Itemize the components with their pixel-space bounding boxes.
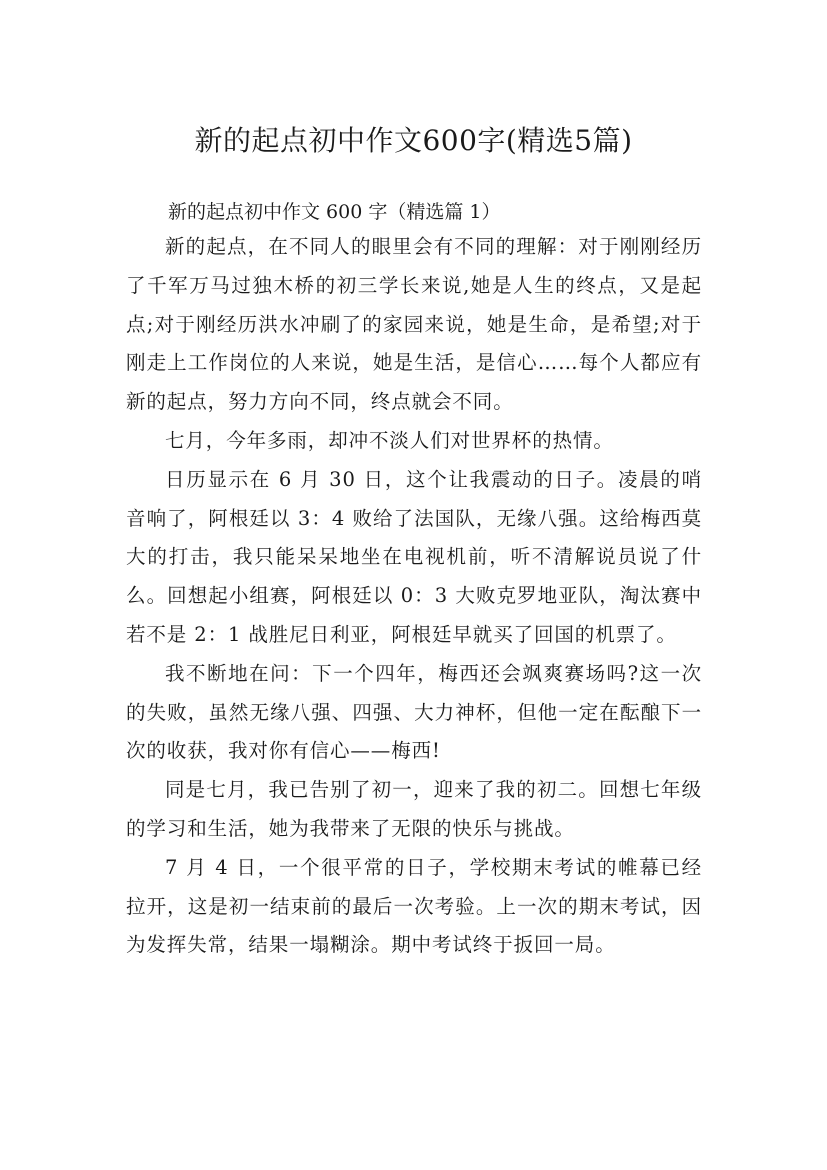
document-title: 新的起点初中作文600字(精选5篇) [194, 123, 633, 157]
paragraph: 7 月 4 日，一个很平常的日子，学校期末考试的帷幕已经拉开，这是初一结束前的最后一次考验。上一次的期末考试，因为发挥失常，结果一塌糊涂。期中考试终于扳回一局。 [126, 855, 702, 957]
paragraph: 同是七月，我已告别了初一，迎来了我的初二。回想七年级的学习和生活，她为我带来了无限的快乐与挑战。 [126, 778, 702, 840]
paragraph: 我不断地在问：下一个四年，梅西还会飒爽赛场吗?这一次的失败，虽然无缘八强、四强、大力神杯，但他一定在酝酿下一次的收获，我对你有信心——梅西! [126, 661, 702, 763]
paragraph: 七月，今年多雨，却冲不淡人们对世界杯的热情。 [165, 428, 614, 452]
body-text [126, 228, 702, 965]
paragraph: 日历显示在 6 月 30 日，这个让我震动的日子。凌晨的哨音响了，阿根廷以 3：4 败给了法国队，无缘八强。这给梅西莫大的打击，我只能呆呆地坐在电视机前，听不清解说员说了什么。回想起小组赛，阿根廷以 0：3 大败克罗地亚队，淘汰赛中若不是 2：1 战胜尼日利亚，阿根廷早就买了回国的机票了。 [126, 467, 702, 646]
paragraph: 新的起点，在不同人的眼里会有不同的理解：对于刚刚经历了千军万马过独木桥的初三学长来说,她是人生的终点，又是起点;对于刚经历洪水冲刷了的家园来说，她是生命，是希望;对于刚走上工作岗位的人来说，她是生活，是信心……每个人都应有新的起点，努力方向不同，终点就会不同。 [126, 235, 702, 414]
section-heading: 新的起点初中作文 600 字（精选篇 1） [168, 201, 501, 223]
